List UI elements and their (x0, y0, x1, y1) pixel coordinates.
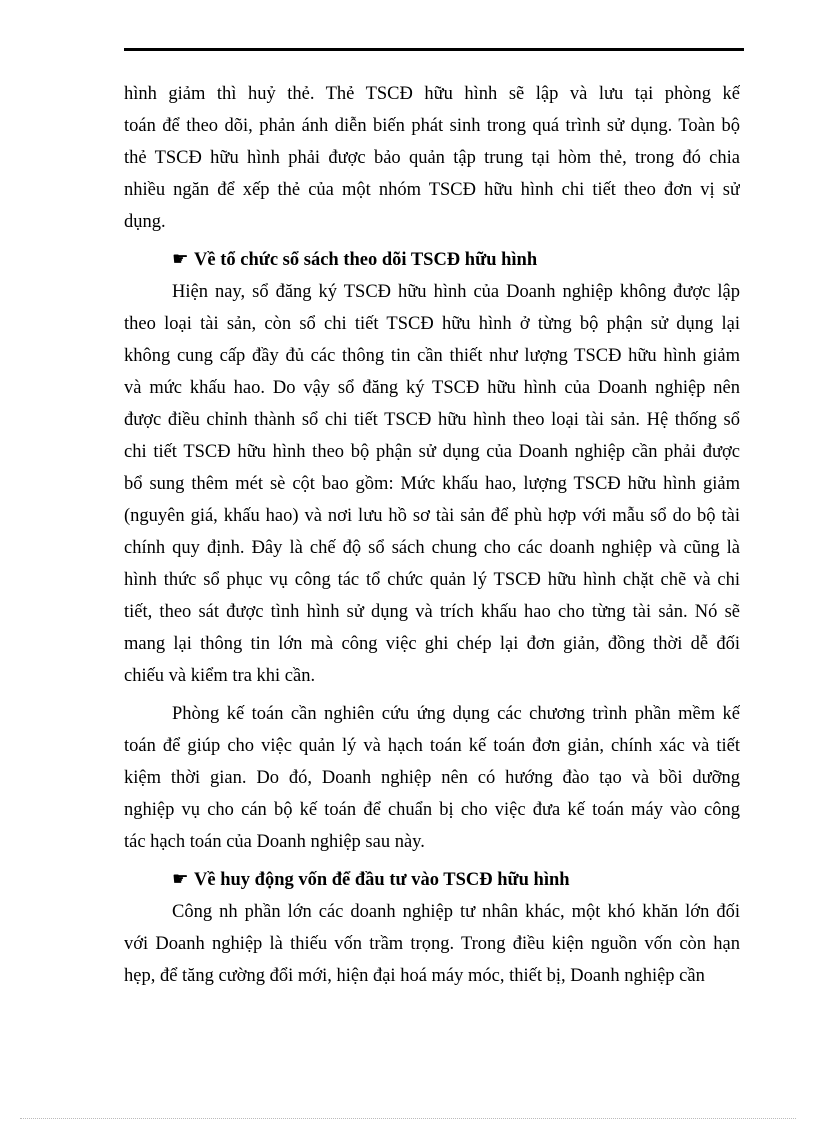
body-line: thẻ TSCĐ hữu hình phải được bảo quản tập trung tại hòm thẻ, trong đó chia (124, 148, 740, 168)
document-body (124, 78, 740, 992)
body-line: được điều chỉnh thành sổ chi tiết TSCĐ hữu hình theo loại tài sản. Hệ thống sổ (124, 410, 740, 430)
body-line: với Doanh nghiệp là thiếu vốn trầm trọng. Trong điều kiện nguồn vốn còn hạn (124, 934, 740, 954)
body-line: toán để theo dõi, phản ánh diễn biến phát sinh trong quá trình sử dụng. Toàn bộ (124, 116, 740, 136)
body-line: Hiện nay, sổ đăng ký TSCĐ hữu hình của Doanh nghiệp không được lập (172, 282, 740, 302)
body-line: kiệm thời gian. Do đó, Doanh nghiệp nên có hướng đào tạo và bồi dưỡng (124, 768, 740, 788)
body-line: dụng. (124, 212, 166, 232)
body-line: và mức khấu hao. Do vậy sổ đăng ký TSCĐ hữu hình của Doanh nghiệp nên (124, 378, 740, 398)
section-heading-text: Về tổ chức sổ sách theo dõi TSCĐ hữu hình (194, 250, 538, 270)
body-line: hình thức sổ phục vụ công tác tổ chức quản lý TSCĐ hữu hình chặt chẽ và chi (124, 570, 740, 590)
body-line: nhiều ngăn để xếp thẻ của một nhóm TSCĐ hữu hình chi tiết theo đơn vị sử (124, 180, 740, 200)
body-line: nghiệp vụ cho cán bộ kế toán để chuẩn bị cho việc đưa kế toán máy vào công (124, 800, 740, 820)
body-line: theo loại tài sản, còn sổ chi tiết TSCĐ hữu hình ở từng bộ phận sử dụng lại (124, 314, 740, 334)
section-heading (124, 244, 740, 276)
body-line: hẹp, để tăng cường đổi mới, hiện đại hoá máy móc, thiết bị, Doanh nghiệp cần (124, 966, 705, 986)
body-line: tiết, theo sát được tình hình sử dụng và trích khấu hao cho từng tài sản. Nó sẽ (124, 602, 740, 622)
body-line: Công nh phần lớn các doanh nghiệp tư nhân khác, một khó khăn lớn đối (172, 902, 740, 922)
body-line: tác hạch toán của Doanh nghiệp sau này. (124, 832, 425, 852)
body-line: hình giảm thì huỷ thẻ. Thẻ TSCĐ hữu hình sẽ lập và lưu tại phòng kế (124, 84, 740, 104)
section-heading-text: Về huy động vốn để đầu tư vào TSCĐ hữu hình (194, 870, 570, 890)
pointing-hand-icon: ☛ (172, 250, 189, 270)
footer-dotted-rule (20, 1118, 796, 1119)
body-line: chính quy định. Đây là chế độ sổ sách chung cho các doanh nghiệp và cũng là (124, 538, 740, 558)
header-rule (124, 48, 744, 51)
body-line: không cung cấp đầy đủ các thông tin cần thiết như lượng TSCĐ hữu hình giảm (124, 346, 740, 366)
body-line: Phòng kế toán cần nghiên cứu ứng dụng các chương trình phần mềm kế (172, 704, 740, 724)
body-line: chiếu và kiểm tra khi cần. (124, 666, 316, 686)
body-line: bổ sung thêm mét sè cột bao gồm: Mức khấu hao, lượng TSCĐ hữu hình giảm (124, 474, 740, 494)
body-line: chi tiết TSCĐ hữu hình theo bộ phận sử dụng của Doanh nghiệp cần phải được (124, 442, 740, 462)
body-line: mang lại thông tin lớn mà công việc ghi chép lại đơn giản, đồng thời dễ đối (124, 634, 740, 654)
section-heading (124, 864, 740, 896)
body-line: toán để giúp cho việc quản lý và hạch toán kế toán đơn giản, chính xác và tiết (124, 736, 740, 756)
pointing-hand-icon: ☛ (172, 870, 189, 890)
body-line: (nguyên giá, khấu hao) và nơi lưu hồ sơ tài sản để phù hợp với mẫu sổ do bộ tài (124, 506, 740, 526)
